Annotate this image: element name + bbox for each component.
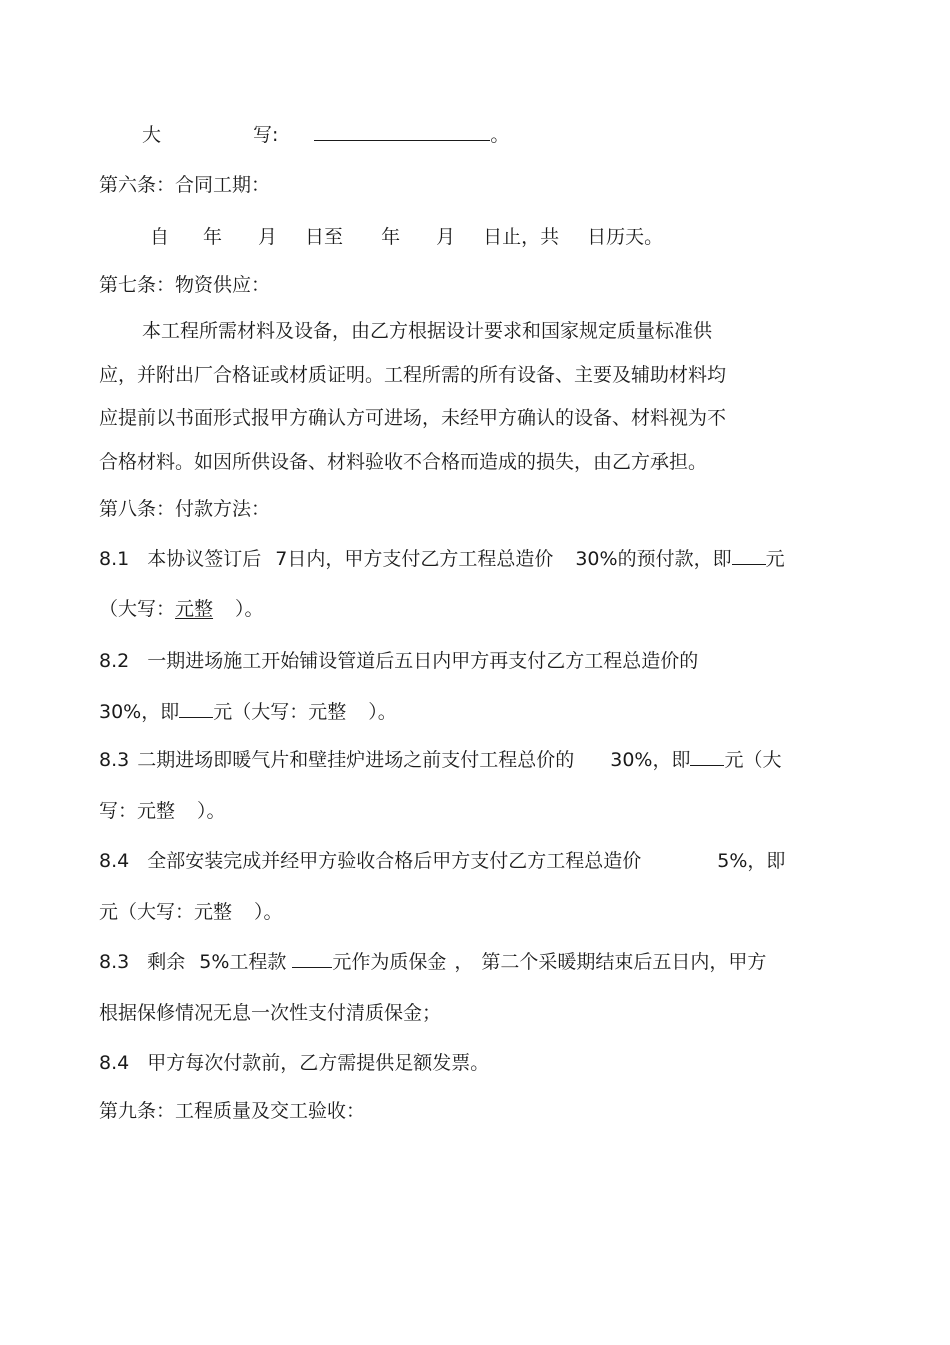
article7-line-1: 本工程所需材料及设备，由乙方根据设计要求和国家规定质量标准供 bbox=[142, 320, 713, 342]
clause-8-2-pct: 30%，即 bbox=[99, 701, 180, 723]
article7-heading: 第七条：物资供应： bbox=[99, 274, 271, 296]
clause-8-4-number: 8.4 bbox=[99, 850, 130, 872]
clause-8-5-text-b: 元作为质保金 bbox=[332, 951, 447, 973]
clause-8-1-number: 8.1 bbox=[99, 548, 130, 570]
clause-8-1-caps-unit: 元整 bbox=[175, 598, 214, 620]
period-day2-total: 日止，共 bbox=[483, 226, 560, 248]
period-year2: 年 bbox=[381, 226, 401, 248]
clause-8-5-number: 8.3 bbox=[99, 951, 130, 973]
amount-label-a: 大 bbox=[142, 124, 162, 146]
clause-8-4-text-a: 全部安装完成并经甲方验收合格后甲方支付乙方工程总造价 bbox=[147, 850, 642, 872]
clause-8-4-pct: 5%，即 bbox=[717, 850, 786, 872]
clause-8-1-caps-label: （大写： bbox=[99, 598, 176, 620]
clause-8-5-line-1 bbox=[99, 949, 766, 975]
article6-heading: 第六条：合同工期： bbox=[99, 174, 271, 196]
clause-8-2-caps: 元（大写：元整 bbox=[213, 701, 347, 723]
clause-8-1-line-1 bbox=[99, 546, 785, 572]
clause-8-1-pct: 30% bbox=[575, 548, 618, 570]
clause-8-5-pct: 5%工程款 bbox=[199, 951, 287, 973]
clause-8-2-text-a: 一期进场施工开始铺设管道后五日内甲方再支付乙方工程总造价的 bbox=[147, 650, 699, 672]
article9-heading: 第九条：工程质量及交工验收： bbox=[99, 1100, 366, 1122]
article7-line-2: 应，并附出厂合格证或材质证明。工程所需的所有设备、主要及辅助材料均 bbox=[99, 364, 727, 386]
period-month2: 月 bbox=[436, 226, 456, 248]
clause-8-2-number: 8.2 bbox=[99, 650, 130, 672]
period-year1: 年 bbox=[203, 226, 223, 248]
article6-period bbox=[150, 224, 663, 250]
clause-8-2-line-2 bbox=[99, 699, 397, 725]
clause-8-1-blank bbox=[732, 546, 766, 565]
clause-8-3-caps: 写：元整 bbox=[99, 800, 176, 822]
article7-line-3: 应提前以书面形式报甲方确认方可进场，未经甲方确认的设备、材料视为不 bbox=[99, 407, 727, 429]
clause-8-3-end: ）。 bbox=[197, 800, 226, 822]
clause-8-3-text-b: 元（大 bbox=[724, 749, 782, 771]
clause-8-5-blank bbox=[292, 949, 332, 968]
clause-8-1-days: 7 bbox=[275, 548, 288, 570]
amount-label-b: 写: bbox=[253, 124, 279, 146]
clause-8-3-pct: 30%，即 bbox=[610, 749, 691, 771]
clause-8-4-line-2 bbox=[99, 899, 283, 925]
article8-heading: 第八条：付款方法： bbox=[99, 498, 271, 520]
clause-8-5-comma: ， bbox=[454, 951, 474, 973]
clause-8-3-text-a: 二期进场即暖气片和壁挂炉进场之前支付工程总价的 bbox=[137, 749, 575, 771]
clause-8-4-line-1 bbox=[99, 848, 785, 874]
clause-8-6-number: 8.4 bbox=[99, 1052, 130, 1074]
clause-8-3-number: 8.3 bbox=[99, 749, 130, 771]
clause-8-1-text-a: 本协议签订后 bbox=[147, 548, 262, 570]
amount-in-words-line bbox=[142, 122, 509, 148]
period-calendar-days: 日历天。 bbox=[587, 226, 664, 248]
clause-8-2-blank bbox=[179, 699, 213, 718]
clause-8-4-caps: 元（大写：元整 bbox=[99, 901, 233, 923]
period-from: 自 bbox=[150, 226, 170, 248]
clause-8-4-end: ）。 bbox=[254, 901, 283, 923]
clause-8-6-text: 甲方每次付款前，乙方需提供足额发票。 bbox=[147, 1052, 490, 1074]
clause-8-2-end: ）。 bbox=[368, 701, 397, 723]
amount-end: 。 bbox=[490, 124, 510, 146]
clause-8-6-line bbox=[99, 1050, 489, 1076]
clause-8-1-line-2 bbox=[99, 596, 264, 622]
clause-8-1-text-c: 的预付款，即 bbox=[617, 548, 732, 570]
clause-8-1-text-b: 日内，甲方支付乙方工程总造价 bbox=[287, 548, 554, 570]
clause-8-1-text-d: 元 bbox=[765, 548, 785, 570]
clause-8-1-end: ）。 bbox=[235, 598, 264, 620]
clause-8-3-blank bbox=[690, 747, 724, 766]
clause-8-2-line-1 bbox=[99, 648, 698, 674]
clause-8-5-text-d: 第二个采暖期结束后五日内，甲方 bbox=[481, 951, 767, 973]
article7-line-4: 合格材料。如因所供设备、材料验收不合格而造成的损失，由乙方承担。 bbox=[99, 451, 708, 473]
clause-8-3-line-1 bbox=[99, 747, 781, 773]
amount-blank bbox=[314, 122, 490, 141]
clause-8-5-line-2: 根据保修情况无息一次性支付清质保金； bbox=[99, 1002, 442, 1024]
clause-8-3-line-2 bbox=[99, 798, 226, 824]
period-month1: 月 bbox=[258, 226, 278, 248]
clause-8-5-text-a: 剩余 bbox=[147, 951, 186, 973]
period-day1-to: 日至 bbox=[305, 226, 344, 248]
